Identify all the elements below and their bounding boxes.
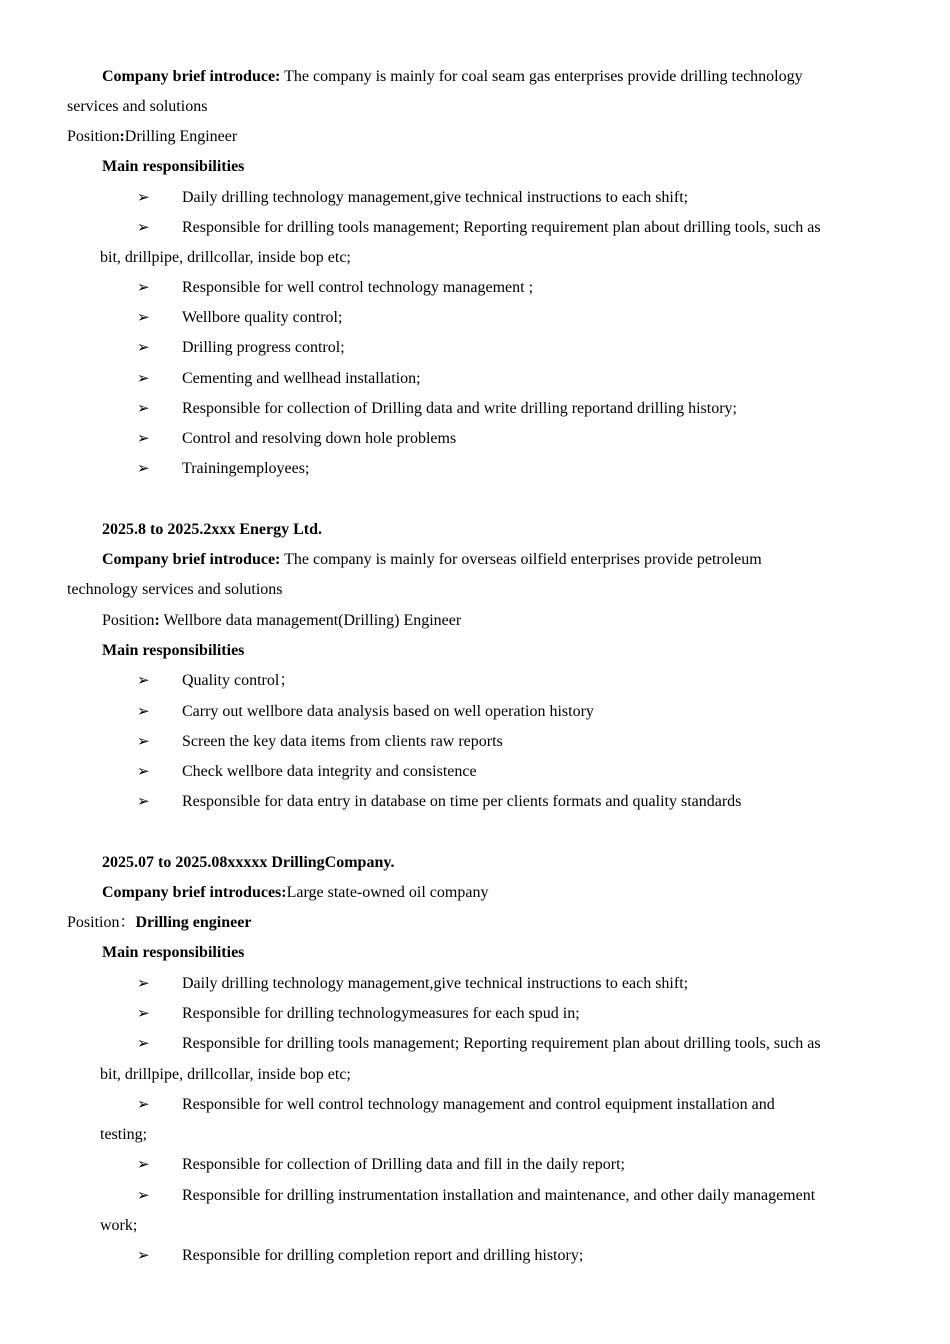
responsibilities-heading-2: Main responsibilities xyxy=(102,642,245,659)
position-label: Position xyxy=(102,612,155,629)
list-item: Responsible for collection of Drilling data and fill in the daily report; xyxy=(182,1156,625,1173)
bullet-arrow-icon: ➢ xyxy=(137,461,150,477)
list-item: Screen the key data items from clients raw reports xyxy=(182,733,503,750)
intro-continuation: technology services and solutions xyxy=(67,581,283,598)
bullet-arrow-icon: ➢ xyxy=(137,1006,150,1022)
list-item: Responsible for well control technology management and control equipment installation and xyxy=(182,1096,775,1113)
list-item: Wellbore quality control; xyxy=(182,309,343,326)
job-heading-3: 2025.07 to 2025.08xxxxx DrillingCompany. xyxy=(102,854,395,871)
list-item: Responsible for drilling completion report and drilling history; xyxy=(182,1247,584,1264)
position-2 xyxy=(102,611,461,631)
bullet-arrow-icon: ➢ xyxy=(137,1036,150,1052)
list-item-continuation: bit, drillpipe, drillcollar, inside bop etc; xyxy=(100,1066,351,1083)
bullet-arrow-icon: ➢ xyxy=(137,220,150,236)
position-separator: : xyxy=(154,612,160,629)
bullet-arrow-icon: ➢ xyxy=(137,1248,150,1264)
list-item: Responsible for drilling technologymeasures for each spud in; xyxy=(182,1005,580,1022)
bullet-arrow-icon: ➢ xyxy=(137,976,150,992)
list-item-continuation: work; xyxy=(100,1217,138,1234)
position-value: Wellbore data management(Drilling) Engineer xyxy=(159,612,462,629)
responsibilities-heading-3: Main responsibilities xyxy=(102,944,245,961)
list-item: Daily drilling technology management,give technical instructions to each shift; xyxy=(182,189,689,206)
list-item: Responsible for drilling tools management; Reporting requirement plan about drilling tools, such as xyxy=(182,1035,821,1052)
bullet-arrow-icon: ➢ xyxy=(137,190,150,206)
list-item: Drilling progress control; xyxy=(182,339,345,356)
bullet-arrow-icon: ➢ xyxy=(137,673,150,689)
list-item: Responsible for well control technology management ; xyxy=(182,279,534,296)
position-separator: : xyxy=(119,128,125,145)
bullet-arrow-icon: ➢ xyxy=(137,734,150,750)
intro-text: Large state-owned oil company xyxy=(286,884,489,901)
position-value: Drilling Engineer xyxy=(124,128,238,145)
company-intro-3 xyxy=(102,883,488,903)
position-label: Position： xyxy=(67,914,136,931)
bullet-arrow-icon: ➢ xyxy=(137,1188,150,1204)
bullet-arrow-icon: ➢ xyxy=(137,764,150,780)
list-item: Responsible for drilling instrumentation installation and maintenance, and other daily management xyxy=(182,1187,816,1204)
bullet-arrow-icon: ➢ xyxy=(137,371,150,387)
bullet-arrow-icon: ➢ xyxy=(137,1157,150,1173)
list-item: Quality control； xyxy=(182,672,296,689)
intro-text: The company is mainly for overseas oilfield enterprises provide petroleum xyxy=(280,551,762,568)
bullet-arrow-icon: ➢ xyxy=(137,431,150,447)
position-1 xyxy=(67,127,237,147)
bullet-arrow-icon: ➢ xyxy=(137,401,150,417)
list-item: Carry out wellbore data analysis based on well operation history xyxy=(182,703,594,720)
position-value: Drilling engineer xyxy=(135,914,252,931)
bullet-arrow-icon: ➢ xyxy=(137,704,150,720)
responsibilities-heading-1: Main responsibilities xyxy=(102,158,245,175)
list-item-continuation: testing; xyxy=(100,1126,148,1143)
list-item: Control and resolving down hole problems xyxy=(182,430,457,447)
company-intro-2 xyxy=(102,550,762,570)
list-item-continuation: bit, drillpipe, drillcollar, inside bop etc; xyxy=(100,249,351,266)
list-item: Responsible for drilling tools management; Reporting requirement plan about drilling tools, such as xyxy=(182,219,821,236)
bullet-arrow-icon: ➢ xyxy=(137,310,150,326)
intro-label: Company brief introduce: xyxy=(102,68,281,85)
bullet-arrow-icon: ➢ xyxy=(137,794,150,810)
bullet-arrow-icon: ➢ xyxy=(137,340,150,356)
intro-continuation: services and solutions xyxy=(67,98,208,115)
intro-text: The company is mainly for coal seam gas enterprises provide drilling technology xyxy=(280,68,803,85)
job-heading-2: 2025.8 to 2025.2xxx Energy Ltd. xyxy=(102,521,322,538)
list-item: Responsible for collection of Drilling data and write drilling reportand drilling history; xyxy=(182,400,737,417)
company-intro-1 xyxy=(102,67,803,87)
intro-label: Company brief introduces: xyxy=(102,884,287,901)
list-item: Daily drilling technology management,give technical instructions to each shift; xyxy=(182,975,689,992)
position-3 xyxy=(67,913,251,933)
list-item: Cementing and wellhead installation; xyxy=(182,370,421,387)
list-item: Check wellbore data integrity and consistence xyxy=(182,763,477,780)
bullet-arrow-icon: ➢ xyxy=(137,280,150,296)
intro-label: Company brief introduce: xyxy=(102,551,281,568)
position-label: Position xyxy=(67,128,120,145)
list-item: Trainingemployees; xyxy=(182,460,310,477)
list-item: Responsible for data entry in database on time per clients formats and quality standards xyxy=(182,793,742,810)
bullet-arrow-icon: ➢ xyxy=(137,1097,150,1113)
